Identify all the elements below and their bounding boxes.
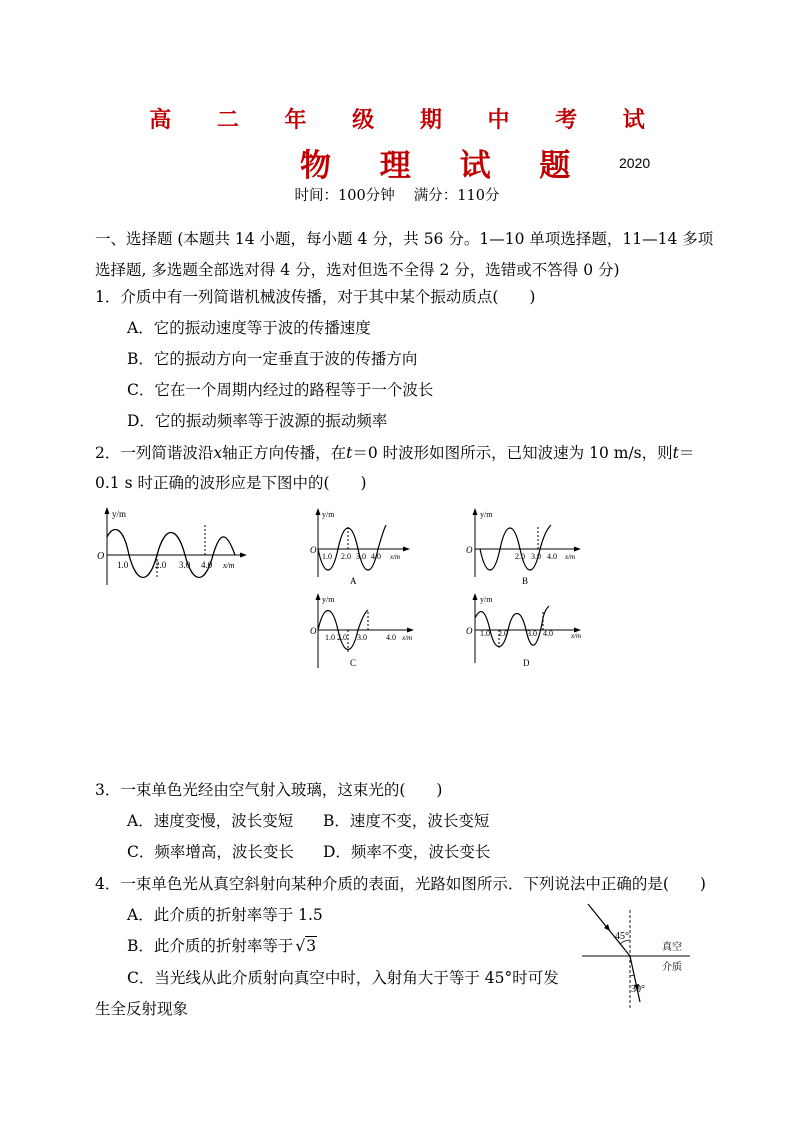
q4-option-b: B．此介质的折射率等于 √3 bbox=[127, 937, 317, 955]
q2-stem-line2: 0.1 s 时正确的波形应是下图中的( ) bbox=[95, 474, 367, 492]
svg-text:3.0: 3.0 bbox=[356, 552, 366, 561]
q2-stem-line1: 2．一列简谐波沿x轴正方向传播，在t＝0 时波形如图所示，已知波速为 10 m/s，则t＝ bbox=[95, 444, 695, 462]
svg-text:O: O bbox=[310, 626, 317, 636]
svg-text:1.0: 1.0 bbox=[322, 552, 332, 561]
q2-option-c-label: C bbox=[350, 658, 357, 668]
section-intro-line1: 一、选择题 (本题共 14 小题，每小题 4 分，共 56 分。1—10 单项选择题，11—14 多项 bbox=[95, 230, 714, 248]
q2-tick: 1.0 bbox=[117, 560, 129, 570]
q4-refraction-diagram bbox=[580, 900, 695, 1015]
q4-option-c-line1: C．当光线从此介质射向真空中时，入射角大于等于 45°时可发 bbox=[127, 969, 559, 987]
q3-option-b: B．速度不变，波长变短 bbox=[323, 812, 490, 830]
svg-text:4.0: 4.0 bbox=[543, 629, 553, 638]
q2-original-wave-graph bbox=[95, 505, 255, 590]
q2-option-d-graph bbox=[465, 588, 590, 673]
svg-text:y/m: y/m bbox=[480, 510, 493, 519]
q2-option-b-label: B bbox=[522, 576, 529, 586]
svg-text:O: O bbox=[310, 545, 317, 555]
q2-xlabel: x/m bbox=[223, 561, 235, 570]
subject-title: 物 理 试 题 bbox=[300, 148, 590, 184]
q4-angle-incident: 45° bbox=[615, 931, 629, 942]
svg-text:3.0: 3.0 bbox=[527, 629, 537, 638]
svg-text:x/m: x/m bbox=[402, 634, 413, 642]
q1-stem: 1．介质中有一列简谐机械波传播，对于其中某个振动质点( ) bbox=[95, 288, 536, 306]
svg-text:2.0: 2.0 bbox=[498, 629, 508, 638]
section-intro-line2: 选择题, 多选题全部选对得 4 分，选对但选不全得 2 分，选错或不答得 0 分) bbox=[95, 261, 620, 279]
svg-text:O: O bbox=[466, 626, 473, 636]
exam-title: 高 二 年 级 期 中 考 试 bbox=[149, 107, 664, 133]
svg-text:x/m: x/m bbox=[571, 632, 582, 640]
svg-text:O: O bbox=[466, 545, 473, 555]
svg-text:y/m: y/m bbox=[322, 595, 335, 604]
exam-meta: 时间：100分钟 满分：110分 bbox=[294, 188, 500, 204]
svg-text:1.0: 1.0 bbox=[480, 629, 490, 638]
q3-option-c: C．频率增高，波长变长 bbox=[127, 843, 294, 861]
svg-text:4.0: 4.0 bbox=[371, 552, 381, 561]
q2-tick: 2.0 bbox=[155, 560, 167, 570]
exam-year: 2020 bbox=[619, 155, 651, 171]
svg-text:1.0: 1.0 bbox=[325, 633, 335, 642]
svg-text:y/m: y/m bbox=[480, 595, 493, 604]
svg-text:2.0: 2.0 bbox=[515, 552, 525, 561]
svg-text:y/m: y/m bbox=[322, 510, 335, 519]
q2-ylabel: y/m bbox=[112, 509, 127, 519]
svg-text:x/m: x/m bbox=[565, 553, 576, 561]
q3-stem: 3．一束单色光经由空气射入玻璃，这束光的( ) bbox=[95, 781, 443, 799]
svg-text:2.0: 2.0 bbox=[337, 633, 347, 642]
q3-option-a: A．速度变慢，波长变短 bbox=[127, 812, 294, 830]
q1-option-b: B．它的振动方向一定垂直于波的传播方向 bbox=[127, 350, 418, 368]
q2-option-a-label: A bbox=[350, 576, 357, 586]
svg-text:3.0: 3.0 bbox=[357, 633, 367, 642]
q2-option-d-label: D bbox=[523, 658, 530, 668]
q4-angle-refracted: 30° bbox=[631, 984, 645, 995]
svg-text:2.0: 2.0 bbox=[341, 552, 351, 561]
q1-option-d: D．它的振动频率等于波源的振动频率 bbox=[127, 412, 388, 430]
q3-option-d: D．频率不变，波长变长 bbox=[323, 843, 491, 861]
q2-option-b-graph bbox=[465, 505, 590, 590]
q4-option-a: A．此介质的折射率等于 1.5 bbox=[127, 906, 323, 924]
q2-option-c-graph bbox=[310, 588, 425, 673]
svg-text:4.0: 4.0 bbox=[547, 552, 557, 561]
q2-tick: 4.0 bbox=[201, 560, 213, 570]
q1-option-a: A．它的振动速度等于波的传播速度 bbox=[127, 319, 371, 337]
q4-medium-label: 介质 bbox=[662, 962, 682, 973]
q2-option-a-graph bbox=[310, 505, 420, 590]
svg-text:x/m: x/m bbox=[390, 553, 401, 561]
q2-origin: O bbox=[97, 551, 105, 562]
svg-text:4.0: 4.0 bbox=[386, 633, 396, 642]
q4-option-c-line2: 生全反射现象 bbox=[95, 1000, 189, 1018]
q2-tick: 3.0 bbox=[179, 560, 191, 570]
q1-option-c: C．它在一个周期内经过的路程等于一个波长 bbox=[127, 381, 434, 399]
q4-stem: 4．一束单色光从真空斜射向某种介质的表面，光路如图所示．下列说法中正确的是( ) bbox=[95, 875, 706, 893]
q4-vacuum-label: 真空 bbox=[662, 942, 682, 953]
svg-text:3.0: 3.0 bbox=[531, 552, 541, 561]
